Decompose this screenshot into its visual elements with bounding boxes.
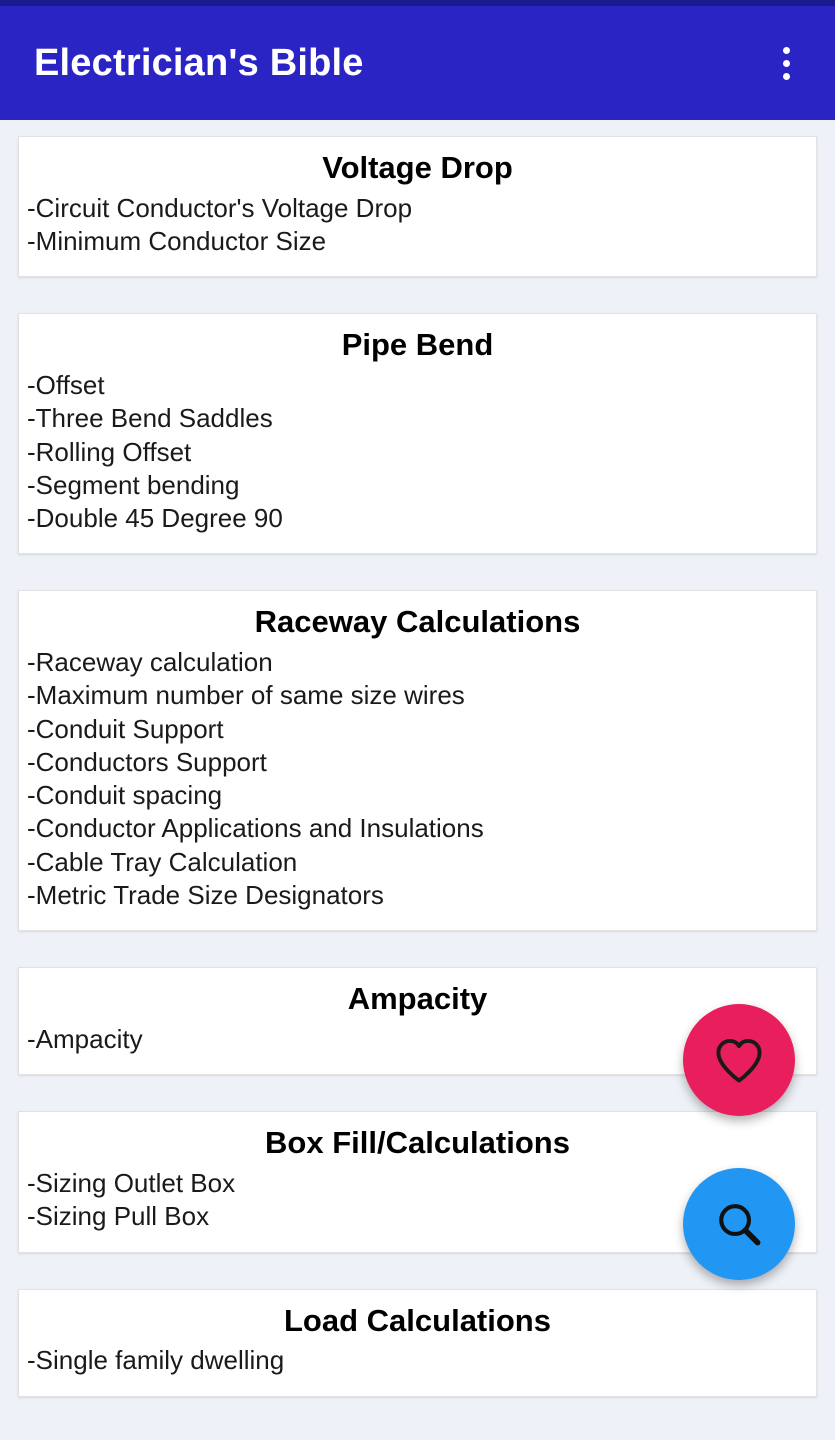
- card-item: -Minimum Conductor Size: [27, 226, 327, 257]
- menu-dot: [783, 47, 790, 54]
- search-icon: [713, 1198, 765, 1250]
- list-item[interactable]: [18, 136, 817, 277]
- card-item: -Conduit spacing: [27, 780, 223, 811]
- card-item: -Rolling Offset: [27, 436, 192, 467]
- more-vertical-icon[interactable]: [763, 33, 809, 93]
- card-item: -Double 45 Degree 90: [27, 503, 283, 534]
- heart-icon: [713, 1036, 765, 1084]
- card-title: Ampacity: [347, 981, 488, 1017]
- search-fab-button[interactable]: [683, 1168, 795, 1280]
- list-item[interactable]: [18, 1289, 817, 1397]
- card-item: -Sizing Outlet Box: [27, 1168, 236, 1198]
- app-bar: [0, 6, 835, 120]
- card-item: -Conductor Applications and Insulations: [27, 813, 484, 844]
- favorite-fab-button[interactable]: [683, 1004, 795, 1116]
- card-title: Raceway Calculations: [254, 604, 581, 640]
- card-items: [19, 192, 816, 259]
- card-title: Load Calculations: [284, 1302, 551, 1338]
- card-items: [19, 369, 816, 535]
- card-item: -Single family dwelling: [27, 1345, 285, 1376]
- card-item: -Conductors Support: [27, 746, 267, 777]
- card-item: -Ampacity: [27, 1023, 143, 1054]
- card-items: [19, 1344, 816, 1377]
- card-title: Box Fill/Calculations: [265, 1125, 570, 1161]
- card-item: -Three Bend Saddles: [27, 403, 273, 434]
- card-item: -Cable Tray Calculation: [27, 846, 298, 877]
- card-item: -Metric Trade Size Designators: [27, 879, 384, 910]
- card-item: -Maximum number of same size wires: [27, 680, 465, 711]
- page-title: Electrician's Bible: [34, 42, 364, 84]
- card-title: Pipe Bend: [341, 327, 494, 363]
- card-items: [19, 646, 816, 912]
- menu-dot: [783, 60, 790, 67]
- card-item: -Segment bending: [27, 469, 240, 500]
- card-item: -Offset: [27, 370, 105, 401]
- card-item: -Raceway calculation: [27, 647, 273, 678]
- list-item[interactable]: [18, 313, 817, 554]
- card-item: -Sizing Pull Box: [27, 1201, 210, 1232]
- card-title: Voltage Drop: [322, 150, 513, 185]
- menu-dot: [783, 73, 790, 80]
- list-item[interactable]: [18, 590, 817, 931]
- card-item: -Circuit Conductor's Voltage Drop: [27, 192, 413, 223]
- card-item: -Conduit Support: [27, 713, 224, 744]
